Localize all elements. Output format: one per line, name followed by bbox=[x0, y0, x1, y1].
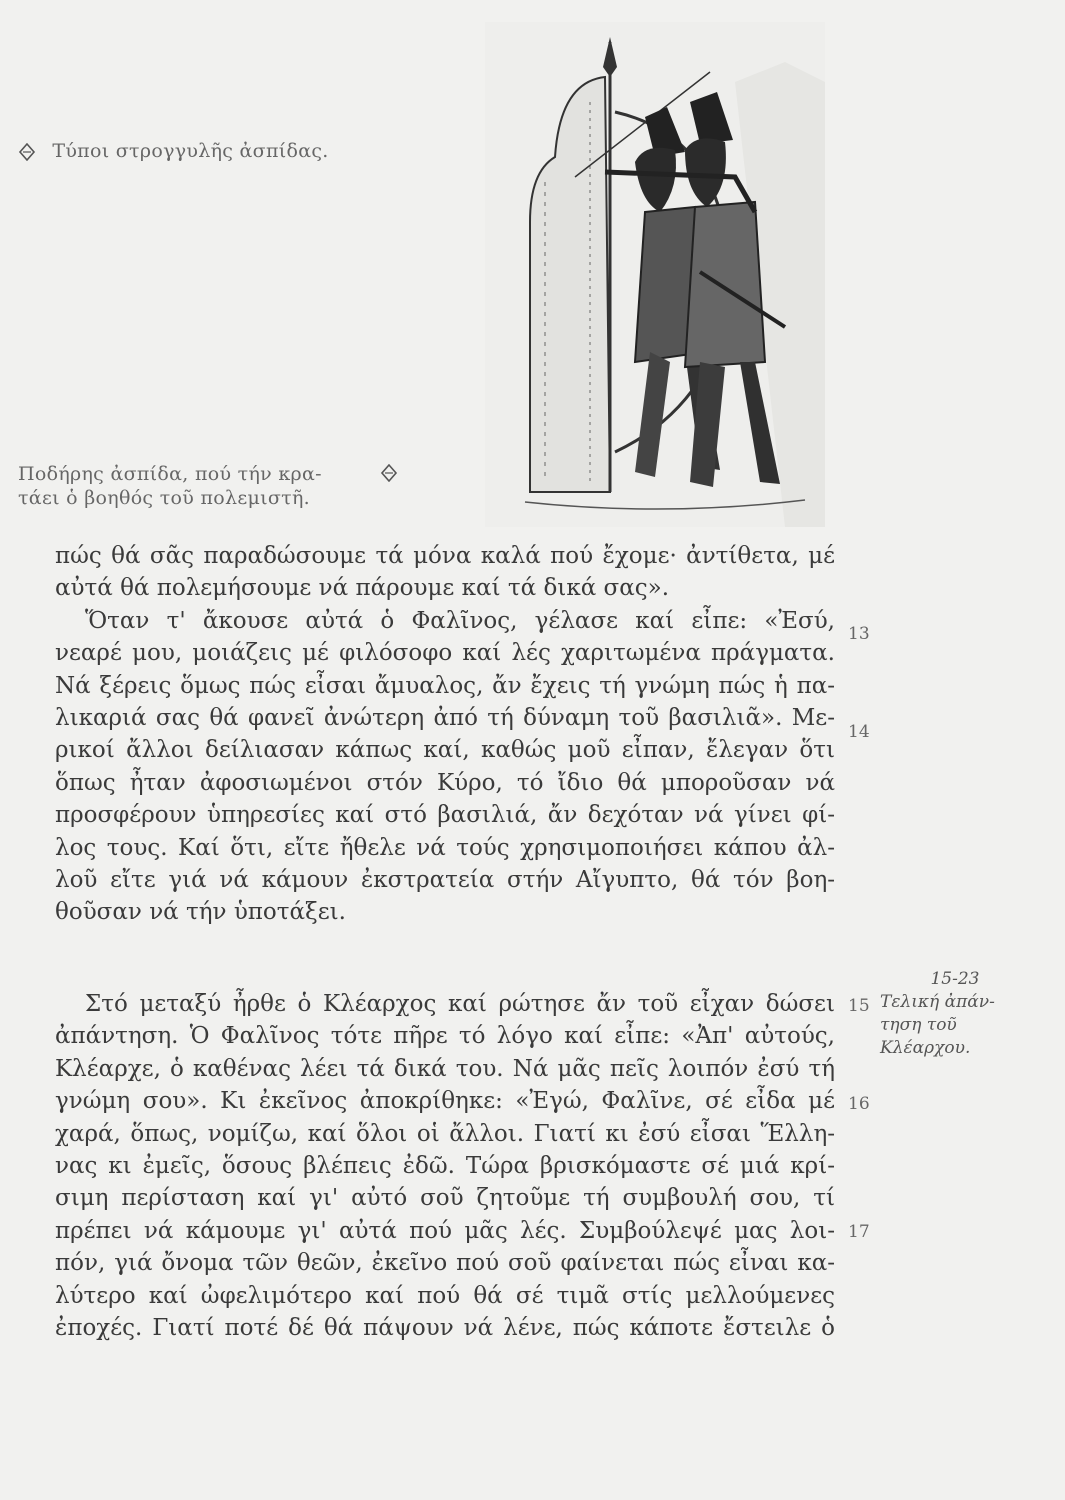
caption-bottom-line2: τάει ὁ βοηθός τοῦ πολεμιστῆ. bbox=[18, 487, 310, 509]
body-paragraph-block-2 bbox=[55, 988, 835, 1344]
figure-caption-top bbox=[18, 140, 329, 162]
text-line: σιμη περίσταση καί γι' αὐτό σοῦ ζητοῦμε τή συμβουλή σου, τί bbox=[55, 1185, 835, 1212]
text-line: προσφέρουν ὑπηρεσίες καί στό βασιλιά, ἄν δεχόταν νά γίνει φί- bbox=[55, 802, 835, 829]
text-line: ὅπως ἦταν ἀφοσιωμένοι στόν Κύρο, τό ἴδιο θά μποροῦσαν νά bbox=[55, 769, 835, 796]
margin-note-line2: τηση τοῦ bbox=[880, 1015, 957, 1035]
text-line: πρέπει νά κάμουμε γι' αὐτά πού μᾶς λές. Συμβούλεψέ μας λοι- bbox=[55, 1217, 835, 1244]
margin-note-line3: Κλέαρχου. bbox=[880, 1038, 971, 1058]
paragraph-number-16: 16 bbox=[848, 1094, 870, 1114]
caption-bottom-line1: Ποδήρης ἀσπίδα, πού τήν κρα- bbox=[18, 463, 322, 485]
text-line: πόν, γιά ὄνομα τῶν θεῶν, ἐκεῖνο πού σοῦ φαίνεται πώς εἶναι κα- bbox=[55, 1250, 835, 1277]
paragraph-number-13: 13 bbox=[848, 624, 870, 644]
text-line: Νά ξέρεις ὅμως πώς εἶσαι ἄμυαλος, ἄν ἔχεις τή γνώμη πώς ἡ πα- bbox=[55, 672, 835, 699]
diamond-pointer-icon bbox=[380, 464, 398, 482]
caption-top-text: Τύποι στρογγυλῆς ἀσπίδας. bbox=[52, 140, 329, 162]
text-line: ἐποχές. Γιατί ποτέ δέ θά πάψουν νά λένε, πώς κάποτε ἔστειλε ὁ bbox=[55, 1314, 835, 1341]
margin-note bbox=[880, 968, 1050, 1060]
paragraph-number-14: 14 bbox=[848, 722, 870, 742]
text-line: γνώμη σου». Κι ἐκεῖνος ἀποκρίθηκε: «Ἐγώ, Φαλῖνε, σέ εἶδα μέ bbox=[55, 1088, 835, 1115]
paragraph-number-15: 15 bbox=[848, 996, 870, 1016]
text-line: αὐτά θά πολεμήσουμε νά πάρουμε καί τά δικά σας». bbox=[55, 575, 670, 602]
paragraph-number-17: 17 bbox=[848, 1222, 870, 1242]
text-line: νεαρέ μου, μοιάζεις μέ φιλόσοφο καί λές χαριτωμένα πράγματα. bbox=[55, 640, 835, 667]
text-line: ἀπάντηση. Ὁ Φαλῖνος τότε πῆρε τό λόγο καί εἶπε: «Ἀπ' αὐτούς, bbox=[55, 1023, 835, 1050]
text-line: λικαριά σας θά φανεῖ ἀνώτερη ἀπό τή δύναμη τοῦ βασιλιᾶ». Με- bbox=[55, 704, 835, 731]
text-line: χαρά, ὅπως, νομίζω, καί ὅλοι οἱ ἄλλοι. Γιατί κι ἐσύ εἶσαι Ἕλλη- bbox=[55, 1120, 835, 1147]
figure-caption-bottom bbox=[18, 462, 378, 510]
text-line: Κλέαρχε, ὁ καθένας λέει τά δικά του. Νά μᾶς πεῖς λοιπόν ἐσύ τή bbox=[55, 1055, 835, 1082]
text-line: λοῦ εἴτε γιά νά κάμουν ἐκστρατεία στήν Αἴγυπτο, θά τόν βοη- bbox=[55, 866, 835, 893]
margin-note-range: 15-23 bbox=[930, 969, 980, 989]
archers-illustration bbox=[485, 22, 825, 527]
text-line: Ὅταν τ' ἄκουσε αὐτά ὁ Φαλῖνος, γέλασε καί εἶπε: «Ἐσύ, bbox=[85, 607, 835, 634]
text-line: νας κι ἐμεῖς, ὅσους βλέπεις ἐδῶ. Τώρα βρισκόμαστε σέ μιά κρί- bbox=[55, 1152, 835, 1179]
text-line: ρικοί ἄλλοι δείλιασαν κάπως καί, καθώς μοῦ εἶπαν, ἔλεγαν ὅτι bbox=[55, 737, 835, 764]
margin-note-line1: Τελική ἀπάν- bbox=[880, 992, 995, 1012]
text-line: πώς θά σᾶς παραδώσουμε τά μόνα καλά πού ἔχομε· ἀντίθετα, μέ bbox=[55, 543, 835, 569]
diamond-pointer-icon bbox=[18, 143, 36, 161]
archers-illustration-icon bbox=[485, 22, 825, 527]
text-line: λύτερο καί ὠφελιμότερο καί πού θά σέ τιμᾶ στίς μελλούμενες bbox=[55, 1282, 835, 1309]
text-line: Στό μεταξύ ἦρθε ὁ Κλέαρχος καί ρώτησε ἄν τοῦ εἶχαν δώσει bbox=[85, 991, 835, 1017]
text-line: θοῦσαν νά τήν ὑποτάξει. bbox=[55, 899, 346, 926]
body-paragraph-block-1 bbox=[55, 540, 835, 929]
text-line: λος τους. Καί ὅτι, εἴτε ἤθελε νά τούς χρησιμοποιήσει κάπου ἀλ- bbox=[55, 834, 835, 861]
